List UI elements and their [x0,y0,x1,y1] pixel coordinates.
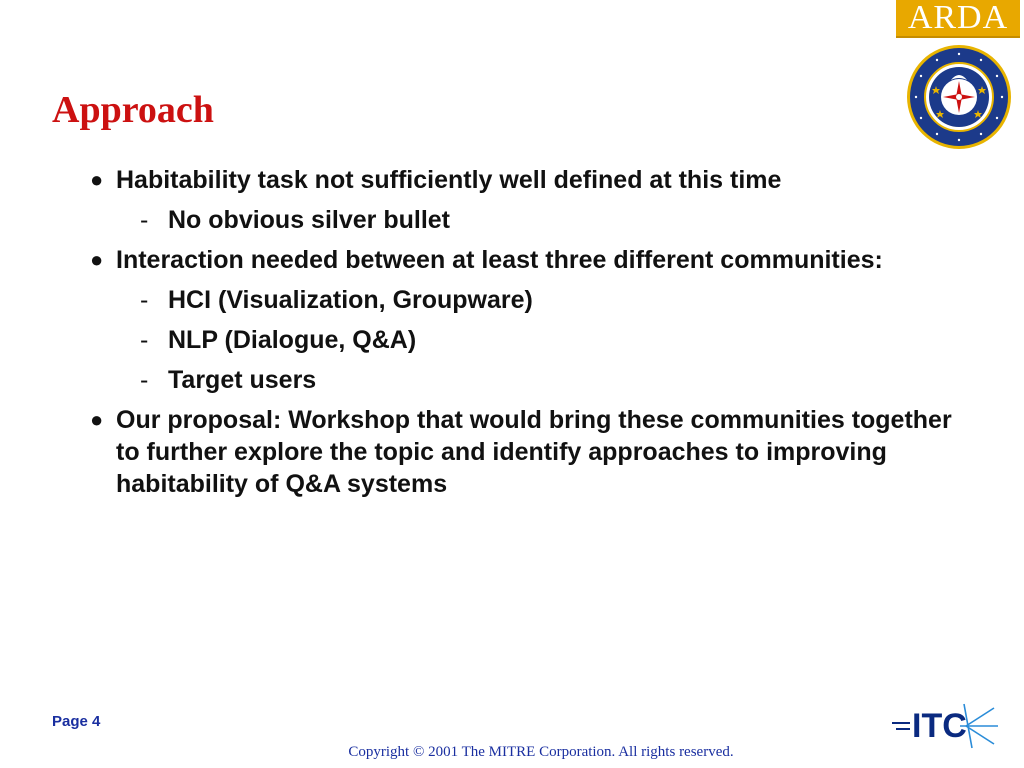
slide-title: Approach [52,89,214,131]
arda-logo: ARDA [896,0,1020,38]
copyright-notice: Copyright © 2001 The MITRE Corporation. All rights reserved. [348,744,734,760]
list-item-text: Habitability task not sufficiently well defined at this time [116,166,782,194]
dash-icon: - [140,206,149,234]
list-subitem-text: Target users [168,366,317,394]
bullet-list [90,164,970,508]
dash-icon: - [140,286,149,314]
list-subitem [90,204,970,236]
itc-logo-icon [890,700,1000,750]
list-subitem-text: NLP (Dialogue, Q&A) [168,326,417,354]
list-subitem-text: HCI (Visualization, Groupware) [168,286,533,314]
itc-logo-text: ITC [912,707,967,745]
list-item [90,164,970,196]
list-subitem-text: No obvious silver bullet [168,206,450,234]
cia-seal-icon [906,44,1012,150]
list-item-text: Our proposal: Workshop that would bring these communities together to further explore the topic and identify approaches to improving habitability of Q&A systems [116,406,952,498]
page-number: Page 4 [52,713,101,730]
bullet-icon: ● [90,407,104,432]
list-item [90,404,970,500]
list-item [90,244,970,276]
list-subitem [90,284,970,316]
bullet-icon: ● [90,247,104,272]
list-subitem [90,324,970,356]
list-subitem [90,364,970,396]
dash-icon: - [140,326,149,354]
list-item-text: Interaction needed between at least three different communities: [116,246,883,274]
bullet-icon: ● [90,167,104,192]
dash-icon: - [140,366,149,394]
